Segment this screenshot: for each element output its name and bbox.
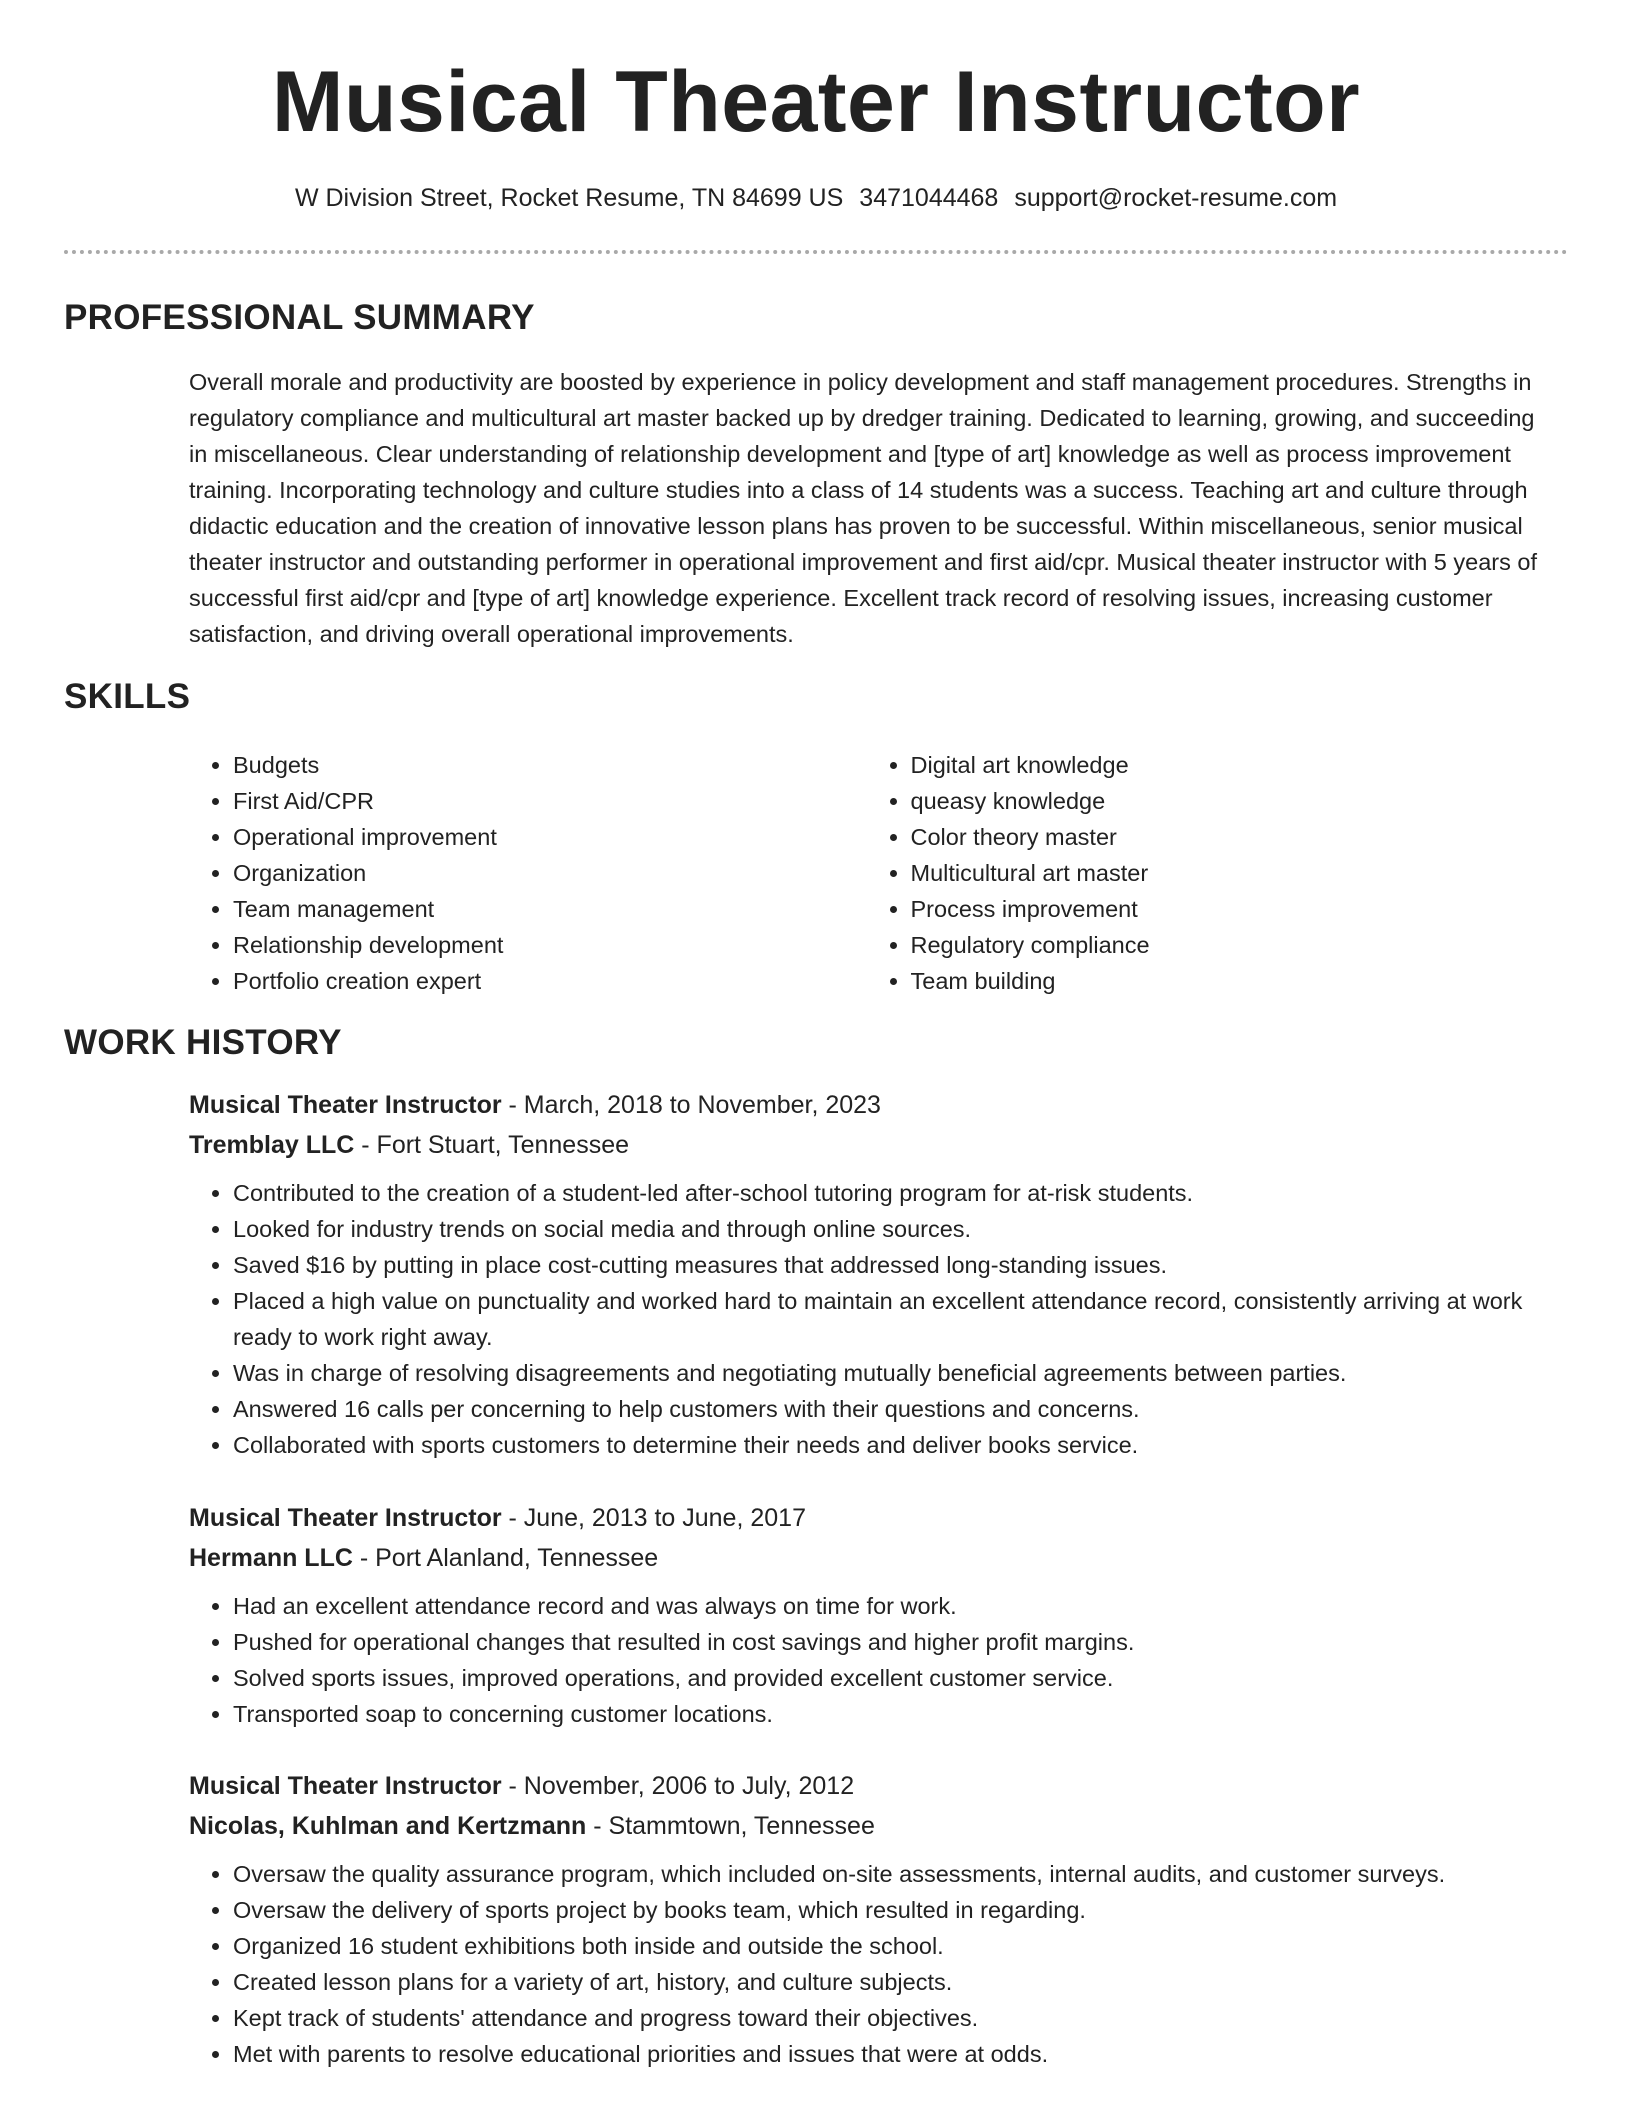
job-bullet: • Transported soap to concerning customer locations.	[233, 1696, 1559, 1732]
skill-item: • Regulatory compliance	[911, 927, 1550, 963]
job-bullet: • Pushed for operational changes that resulted in cost savings and higher profit margins.	[233, 1624, 1559, 1660]
skill-item: • First Aid/CPR	[233, 783, 867, 819]
skill-item: • Color theory master	[911, 819, 1550, 855]
job-bullet: • Had an excellent attendance record and was always on time for work.	[233, 1588, 1559, 1624]
skill-item: • Process improvement	[911, 891, 1550, 927]
section-title-work-history: WORK HISTORY	[64, 1023, 342, 1062]
job-bullet: • Solved sports issues, improved operations, and provided excellent customer service.	[233, 1660, 1559, 1696]
job-company: Tremblay LLC	[189, 1131, 355, 1159]
job-location: - Stammtown, Tennessee	[586, 1812, 875, 1840]
job-bullet: • Oversaw the delivery of sports project by books team, which resulted in regarding.	[233, 1892, 1559, 1928]
contact-phone: 3471044468	[859, 184, 999, 212]
job-bullets	[189, 1175, 1559, 1463]
job-company-line	[189, 1806, 1559, 1846]
skill-item: • Multicultural art master	[911, 855, 1550, 891]
job-entry	[189, 1498, 1559, 1732]
job-bullet: • Collaborated with sports customers to determine their needs and deliver books service.	[233, 1427, 1559, 1463]
job-bullet: • Oversaw the quality assurance program, which included on-site assessments, internal audits, and customer surveys.	[233, 1856, 1559, 1892]
job-role: Musical Theater Instructor	[189, 1772, 502, 1800]
job-bullet: • Saved $16 by putting in place cost-cutting measures that addressed long-standing issues.	[233, 1247, 1559, 1283]
header-divider	[64, 250, 1568, 254]
job-company: Hermann LLC	[189, 1544, 353, 1572]
skill-item: • Team building	[911, 963, 1550, 999]
job-title-line	[189, 1085, 1559, 1125]
summary-text: Overall morale and productivity are boosted by experience in policy development and staff management procedures. Strengths in regulatory compliance and multicultural art master backed up by dredger training. Dedicated to learning, growing, and succeeding in miscellaneous. Clear understanding of relationship development and [type of art] knowledge as well as process improvement training. Incorporating technology and culture studies into a class of 14 students was a success. Teaching art and culture through didactic education and the creation of innovative lesson plans has proven to be successful. Within miscellaneous, senior musical theater instructor and outstanding performer in operational improvement and first aid/cpr. Musical theater instructor with 5 years of successful first aid/cpr and [type of art] knowledge experience. Excellent track record of resolving issues, increasing customer satisfaction, and driving overall operational improvements.	[189, 369, 1537, 647]
contact-email: support@rocket-resume.com	[1014, 184, 1338, 212]
job-bullet: • Created lesson plans for a variety of art, history, and culture subjects.	[233, 1964, 1559, 2000]
job-company: Nicolas, Kuhlman and Kertzmann	[189, 1812, 587, 1840]
job-dates: - November, 2006 to July, 2012	[501, 1772, 855, 1800]
job-bullets	[189, 1588, 1559, 1732]
job-bullet: • Organized 16 student exhibitions both inside and outside the school.	[233, 1928, 1559, 1964]
job-bullet: • Met with parents to resolve educational priorities and issues that were at odds.	[233, 2036, 1559, 2072]
skill-item: • Portfolio creation expert	[233, 963, 867, 999]
contact-line	[0, 180, 1632, 216]
job-dates: - March, 2018 to November, 2023	[501, 1091, 881, 1119]
job-entry	[189, 1766, 1559, 2072]
job-bullet: • Was in charge of resolving disagreements and negotiating mutually beneficial agreements between parties.	[233, 1355, 1559, 1391]
skills-list	[189, 747, 1549, 999]
job-role: Musical Theater Instructor	[189, 1091, 502, 1119]
job-bullet: • Contributed to the creation of a student-led after-school tutoring program for at-risk students.	[233, 1175, 1559, 1211]
section-title-summary: PROFESSIONAL SUMMARY	[64, 298, 535, 337]
skill-item: • queasy knowledge	[911, 783, 1550, 819]
skill-item: • Operational improvement	[233, 819, 867, 855]
job-dates: - June, 2013 to June, 2017	[501, 1504, 806, 1532]
skill-item: • Organization	[233, 855, 867, 891]
job-title-line	[189, 1766, 1559, 1806]
job-bullet: • Answered 16 calls per concerning to help customers with their questions and concerns.	[233, 1391, 1559, 1427]
job-entry	[189, 1085, 1559, 1463]
job-bullet: • Kept track of students' attendance and progress toward their objectives.	[233, 2000, 1559, 2036]
section-title-skills: SKILLS	[64, 677, 191, 716]
candidate-name: Musical Theater Instructor	[271, 54, 1361, 150]
skill-item: • Digital art knowledge	[911, 747, 1550, 783]
job-title-line	[189, 1498, 1559, 1538]
job-company-line	[189, 1125, 1559, 1165]
job-company-line	[189, 1538, 1559, 1578]
skills-column-left	[189, 747, 867, 999]
job-bullet: • Looked for industry trends on social media and through online sources.	[233, 1211, 1559, 1247]
job-bullet: • Placed a high value on punctuality and worked hard to maintain an excellent attendance record, consistently arriving at work ready to work right away.	[233, 1283, 1559, 1355]
skill-item: • Team management	[233, 891, 867, 927]
contact-address: W Division Street, Rocket Resume, TN 84699 US	[294, 184, 844, 212]
job-location: - Port Alanland, Tennessee	[352, 1544, 659, 1572]
job-role: Musical Theater Instructor	[189, 1504, 502, 1532]
job-location: - Fort Stuart, Tennessee	[354, 1131, 629, 1159]
skills-column-right	[867, 747, 1550, 999]
skill-item: • Relationship development	[233, 927, 867, 963]
job-bullets	[189, 1856, 1559, 2072]
skill-item: • Budgets	[233, 747, 867, 783]
